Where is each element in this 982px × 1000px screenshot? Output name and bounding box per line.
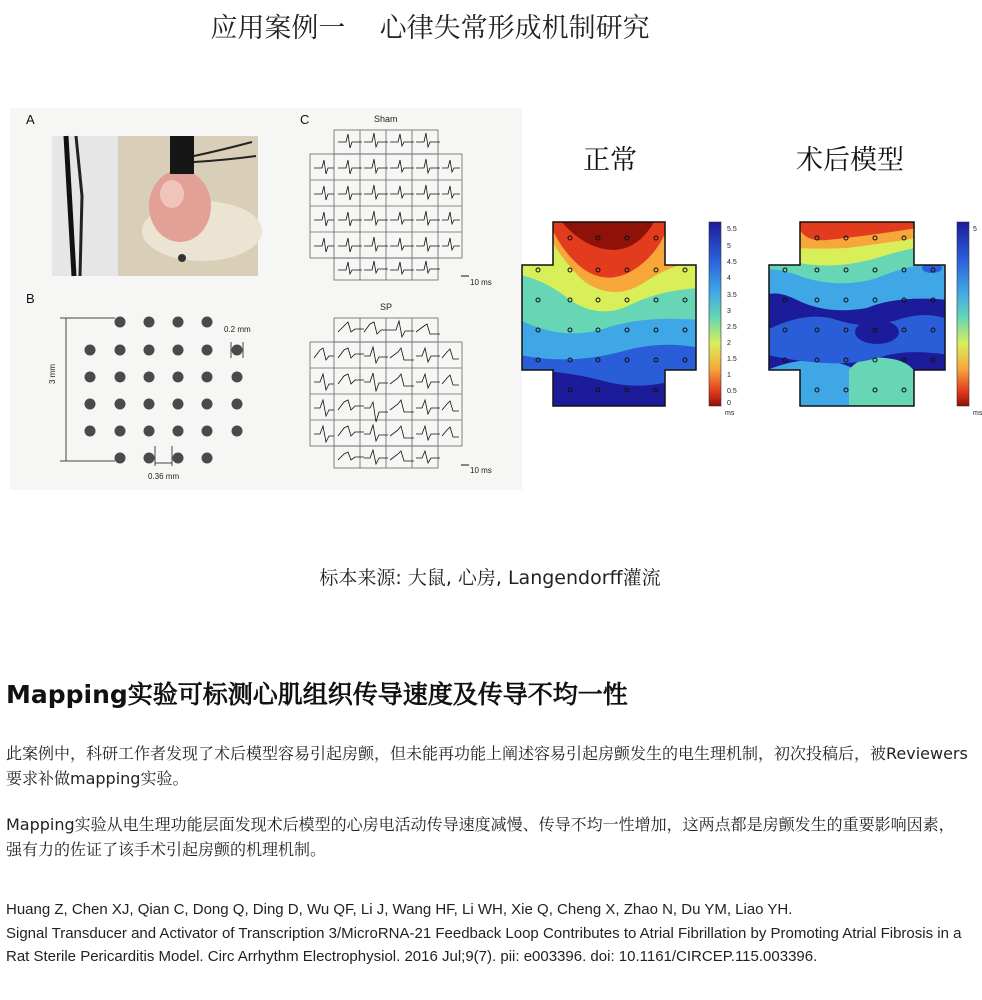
page-title: 应用案例一 心律失常形成机制研究 bbox=[210, 13, 650, 44]
panel-label-b: B bbox=[26, 291, 35, 306]
reference-citation: Signal Transducer and Activator of Transcription 3/MicroRNA-21 Feedback Loop Contributes to Atrial Fibrillation by Promoting Atrial Fibrosis in a Rat Sterile Pericarditis Model. Circ Arrhythm Electrophysiol. 2016 Jul;9(7). pii: e003396. doi: 10.1161/CIRCEP.115.003396. bbox=[6, 924, 962, 965]
sham-electrogram-grid bbox=[310, 128, 470, 283]
colorbar-tick: 2 bbox=[727, 340, 731, 347]
postop-activation-map bbox=[767, 220, 949, 408]
normal-map-title: 正常 bbox=[583, 145, 637, 176]
sp-electrogram-grid bbox=[310, 316, 470, 471]
colorbar-tick: 2.5 bbox=[727, 324, 737, 331]
panel-label-c: C bbox=[300, 112, 310, 127]
colorbar-tick: 5 bbox=[727, 243, 731, 250]
colorbar-tick: 5 bbox=[973, 226, 977, 233]
colorbar-tick: 0 bbox=[727, 400, 731, 407]
postop-map-title: 术后模型 bbox=[796, 145, 904, 176]
sp-scale-label: 10 ms bbox=[470, 466, 492, 475]
colorbar-tick: 0.5 bbox=[727, 388, 737, 395]
panel-label-a: A bbox=[26, 112, 35, 127]
section-heading: Mapping实验可标测心肌组织传导速度及传导不均一性 bbox=[6, 680, 628, 709]
colorbar-tick: 3 bbox=[727, 308, 731, 315]
sham-grid-title: Sham bbox=[374, 114, 398, 124]
colorbar-tick: 4.5 bbox=[727, 259, 737, 266]
figure-panel bbox=[10, 108, 522, 490]
colorbar-tick: 4 bbox=[727, 275, 731, 282]
postop-colorbar bbox=[957, 222, 971, 408]
colorbar-unit: ms bbox=[973, 410, 982, 417]
sham-scale-label: 10 ms bbox=[470, 278, 492, 287]
heart-photo bbox=[52, 136, 258, 276]
normal-colorbar bbox=[709, 222, 723, 408]
specimen-source: 标本来源: 大鼠, 心房, Langendorff灌流 bbox=[319, 567, 661, 589]
paragraph-2: Mapping实验从电生理功能层面发现术后模型的心房电活动传导速度减慢、传导不均一性增加，这两点都是房颤发生的重要影响因素，强有力的佐证了该手术引起房颤的机理机制。 bbox=[6, 815, 955, 859]
colorbar-tick: 3.5 bbox=[727, 292, 737, 299]
colorbar-tick: 1.5 bbox=[727, 356, 737, 363]
reference bbox=[6, 898, 970, 969]
reference-authors: Huang Z, Chen XJ, Qian C, Dong Q, Ding D, Wu QF, Li J, Wang HF, Li WH, Xie Q, Cheng X, Zhao N, Du YM, Liao YH. bbox=[6, 901, 793, 918]
colorbar-tick: 5.5 bbox=[727, 226, 737, 233]
colorbar-tick: 1 bbox=[727, 372, 731, 379]
paragraph-1: 此案例中，科研工作者发现了术后模型容易引起房颤，但未能再功能上阐述容易引起房颤发生的电生理机制，初次投稿后，被Reviewers要求补做mapping实验。 bbox=[6, 744, 968, 788]
sp-grid-title: SP bbox=[380, 302, 393, 312]
array-height-label: 3 mm bbox=[48, 364, 57, 384]
electrode-spacing-label: 0.2 mm bbox=[224, 325, 251, 334]
normal-activation-map bbox=[520, 220, 700, 408]
colorbar-unit: ms bbox=[725, 410, 735, 417]
electrode-pitch-label: 0.36 mm bbox=[148, 472, 180, 481]
